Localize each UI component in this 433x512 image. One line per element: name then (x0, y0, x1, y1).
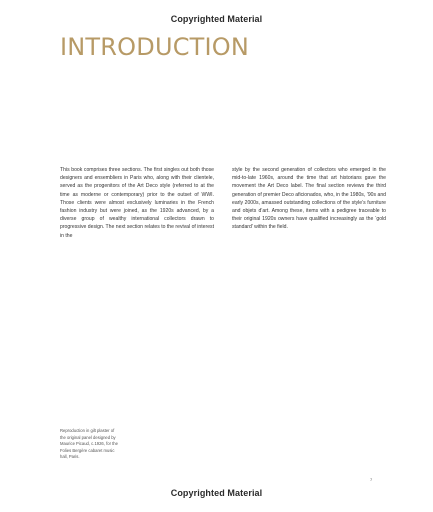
body-column-right: style by the second generation of collectors who emerged in the mid-to-late 1960s, around the time that art historians gave the movement the Art Deco label. The final section reviews the third generation of premier Deco aficionados, who, in the 1980s, ’90s and early 2000s, amassed outstanding collections of the style’s furniture and objets d’art. Among these, items with a pedigree traceable to their original 1920s owners have qualified increasingly as the ‘gold standard’ within the field. (232, 167, 386, 231)
image-caption: Reproduction in gilt plaster of the original panel designed by Maurice Picaud, c.1926, for the Folies Bergère cabaret music hall, Paris. (60, 428, 118, 460)
watermark-top: Copyrighted Material (170, 14, 263, 24)
body-column-left: This book comprises three sections. The first singles out both those designers and ensembliers in Paris who, along with their clientele, served as the progenitors of the Art Deco style (referred to at the time as moderne or contemporary) prior to the outset of WWI. Those clients were almost exclusively luminaries in the French fashion industry but were joined, as the 1920s advanced, by a diverse group of wealthy international collectors drawn to progressive design. The next section relates to the revival of interest in the (60, 167, 214, 239)
page-number: 7 (370, 477, 373, 482)
page-title: INTRODUCTION (60, 33, 250, 61)
watermark-bottom: Copyrighted Material (170, 488, 263, 498)
